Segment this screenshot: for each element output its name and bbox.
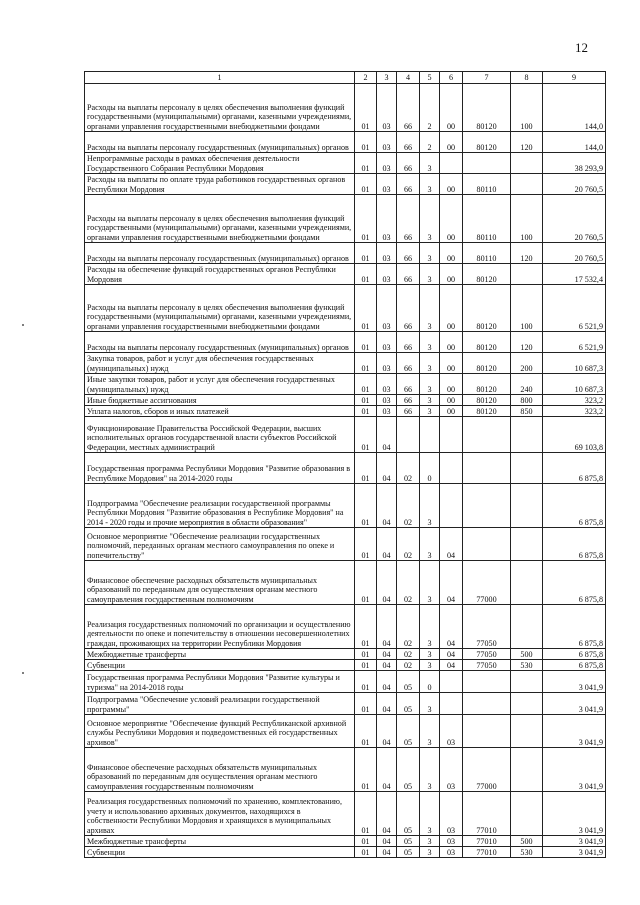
table-row — [85, 484, 606, 528]
table-row — [85, 243, 606, 264]
amount-cell: 6 875,8 — [543, 605, 606, 649]
table-row — [85, 264, 606, 285]
expense-name-cell: Расходы на выплаты персоналу государственных (муниципальных) органов — [85, 243, 355, 264]
amount-cell: 6 875,8 — [543, 528, 606, 561]
expense-type-code-cell — [511, 484, 543, 528]
event-code-cell: 00 — [440, 332, 463, 353]
event-code-cell: 00 — [440, 195, 463, 243]
subprogram-code-cell: 3 — [420, 484, 440, 528]
section-code-cell: 01 — [355, 174, 377, 195]
expense-name-cell: Иные бюджетные ассигнования — [85, 395, 355, 406]
column-header: 7 — [463, 72, 511, 84]
subprogram-code-cell: 3 — [420, 243, 440, 264]
section-code-cell: 01 — [355, 748, 377, 792]
program-code-cell: 02 — [397, 561, 420, 605]
expense-type-code-cell — [511, 174, 543, 195]
subsection-code-cell: 03 — [377, 153, 397, 174]
expense-name-cell: Межбюджетные трансферты — [85, 836, 355, 847]
program-code-cell: 05 — [397, 748, 420, 792]
section-code-cell: 01 — [355, 374, 377, 395]
column-header: 8 — [511, 72, 543, 84]
table-row — [85, 153, 606, 174]
subprogram-code-cell: 3 — [420, 836, 440, 847]
amount-cell: 323,2 — [543, 395, 606, 406]
direction-code-cell: 80120 — [463, 406, 511, 417]
section-code-cell: 01 — [355, 792, 377, 836]
program-code-cell: 66 — [397, 332, 420, 353]
expense-type-code-cell: 100 — [511, 285, 543, 332]
section-code-cell: 01 — [355, 660, 377, 671]
amount-cell: 3 041,9 — [543, 693, 606, 715]
subsection-code-cell: 03 — [377, 395, 397, 406]
program-code-cell: 05 — [397, 715, 420, 748]
table-row — [85, 132, 606, 153]
scan-speck — [22, 672, 24, 674]
event-code-cell — [440, 484, 463, 528]
program-code-cell: 66 — [397, 264, 420, 285]
section-code-cell: 01 — [355, 153, 377, 174]
expense-name-cell: Функционирование Правительства Российской Федерации, высших исполнительных органов государственной власти субъектов Российской Федерации, местных администраций — [85, 417, 355, 453]
table-row — [85, 453, 606, 484]
subprogram-code-cell: 3 — [420, 264, 440, 285]
subprogram-code-cell: 2 — [420, 84, 440, 132]
expense-type-code-cell — [511, 671, 543, 693]
direction-code-cell: 77050 — [463, 605, 511, 649]
table-row — [85, 195, 606, 243]
amount-cell: 6 875,8 — [543, 660, 606, 671]
expense-name-cell: Реализация государственных полномочий по хранению, комплектованию, учету и использованию архивных документов, находящихся в собственности Республики Мордовия и хранящихся в муниципальных архивах — [85, 792, 355, 836]
amount-cell: 20 760,5 — [543, 243, 606, 264]
amount-cell: 6 875,8 — [543, 484, 606, 528]
expense-name-cell: Финансовое обеспечение расходных обязательств муниципальных образований по переданным для осуществления органам местного самоуправления государственным полномочиям — [85, 561, 355, 605]
direction-code-cell — [463, 693, 511, 715]
program-code-cell: 66 — [397, 406, 420, 417]
subsection-code-cell: 04 — [377, 528, 397, 561]
section-code-cell: 01 — [355, 484, 377, 528]
expense-type-code-cell — [511, 748, 543, 792]
subprogram-code-cell: 3 — [420, 561, 440, 605]
subsection-code-cell: 03 — [377, 353, 397, 374]
expense-type-code-cell: 530 — [511, 660, 543, 671]
direction-code-cell: 80120 — [463, 374, 511, 395]
amount-cell: 6 875,8 — [543, 453, 606, 484]
event-code-cell: 03 — [440, 715, 463, 748]
section-code-cell: 01 — [355, 353, 377, 374]
table-row — [85, 406, 606, 417]
event-code-cell: 00 — [440, 285, 463, 332]
event-code-cell: 03 — [440, 847, 463, 858]
expense-type-code-cell: 240 — [511, 374, 543, 395]
table-row — [85, 671, 606, 693]
column-header: 9 — [543, 72, 606, 84]
section-code-cell: 01 — [355, 243, 377, 264]
direction-code-cell: 80120 — [463, 84, 511, 132]
expense-name-cell: Основное мероприятие "Обеспечение реализации государственных полномочий, переданных органам местного самоуправления по опеке и попечительству" — [85, 528, 355, 561]
amount-cell: 3 041,9 — [543, 748, 606, 792]
column-header: 6 — [440, 72, 463, 84]
section-code-cell: 01 — [355, 693, 377, 715]
program-code-cell: 02 — [397, 649, 420, 660]
subprogram-code-cell: 3 — [420, 792, 440, 836]
table-row — [85, 660, 606, 671]
subprogram-code-cell: 3 — [420, 660, 440, 671]
program-code-cell: 66 — [397, 243, 420, 264]
expense-name-cell: Государственная программа Республики Мордовия "Развитие культуры и туризма" на 2014-2018 годы — [85, 671, 355, 693]
direction-code-cell: 80120 — [463, 285, 511, 332]
expense-name-cell: Реализация государственных полномочий по организации и осуществлению деятельности по опеке и попечительству в отношении несовершеннолетних граждан, проживающих на территории Республики Мордовия — [85, 605, 355, 649]
expense-type-code-cell — [511, 561, 543, 605]
direction-code-cell: 77050 — [463, 660, 511, 671]
expense-type-code-cell: 850 — [511, 406, 543, 417]
program-code-cell: 66 — [397, 132, 420, 153]
section-code-cell: 01 — [355, 264, 377, 285]
event-code-cell: 00 — [440, 395, 463, 406]
event-code-cell: 04 — [440, 561, 463, 605]
event-code-cell — [440, 671, 463, 693]
subprogram-code-cell: 3 — [420, 395, 440, 406]
table-row — [85, 374, 606, 395]
event-code-cell: 00 — [440, 406, 463, 417]
event-code-cell: 03 — [440, 748, 463, 792]
table-row — [85, 417, 606, 453]
budget-table — [84, 71, 606, 858]
subprogram-code-cell: 3 — [420, 353, 440, 374]
subsection-code-cell: 04 — [377, 671, 397, 693]
section-code-cell: 01 — [355, 671, 377, 693]
subprogram-code-cell: 3 — [420, 649, 440, 660]
amount-cell: 323,2 — [543, 406, 606, 417]
section-code-cell: 01 — [355, 836, 377, 847]
expense-type-code-cell — [511, 153, 543, 174]
event-code-cell: 00 — [440, 264, 463, 285]
subprogram-code-cell: 3 — [420, 605, 440, 649]
amount-cell: 6 521,9 — [543, 285, 606, 332]
expense-name-cell: Расходы на обеспечение функций государственных органов Республики Мордовия — [85, 264, 355, 285]
expense-type-code-cell — [511, 715, 543, 748]
event-code-cell: 00 — [440, 174, 463, 195]
subprogram-code-cell: 3 — [420, 847, 440, 858]
subprogram-code-cell — [420, 417, 440, 453]
amount-cell: 20 760,5 — [543, 195, 606, 243]
program-code-cell: 66 — [397, 174, 420, 195]
subprogram-code-cell: 0 — [420, 671, 440, 693]
expense-name-cell: Непрограммные расходы в рамках обеспечения деятельности Государственного Собрания Республики Мордовия — [85, 153, 355, 174]
subprogram-code-cell: 3 — [420, 174, 440, 195]
expense-type-code-cell — [511, 792, 543, 836]
subsection-code-cell: 03 — [377, 132, 397, 153]
subsection-code-cell: 04 — [377, 748, 397, 792]
expense-type-code-cell: 100 — [511, 195, 543, 243]
section-code-cell: 01 — [355, 195, 377, 243]
direction-code-cell — [463, 453, 511, 484]
amount-cell: 6 521,9 — [543, 332, 606, 353]
subsection-code-cell: 04 — [377, 847, 397, 858]
subprogram-code-cell: 3 — [420, 195, 440, 243]
expense-name-cell: Иные закупки товаров, работ и услуг для обеспечения государственных (муниципальных) нужд — [85, 374, 355, 395]
program-code-cell: 05 — [397, 792, 420, 836]
table-row — [85, 649, 606, 660]
direction-code-cell: 80120 — [463, 395, 511, 406]
event-code-cell — [440, 693, 463, 715]
subsection-code-cell: 03 — [377, 406, 397, 417]
section-code-cell: 01 — [355, 84, 377, 132]
program-code-cell: 66 — [397, 374, 420, 395]
expense-type-code-cell — [511, 528, 543, 561]
expense-name-cell: Закупка товаров, работ и услуг для обеспечения государственных (муниципальных) нужд — [85, 353, 355, 374]
expense-type-code-cell: 800 — [511, 395, 543, 406]
direction-code-cell: 80120 — [463, 353, 511, 374]
expense-name-cell: Субвенции — [85, 847, 355, 858]
page-number: 12 — [575, 40, 588, 55]
expense-name-cell: Расходы на выплаты персоналу государственных (муниципальных) органов — [85, 132, 355, 153]
event-code-cell: 00 — [440, 353, 463, 374]
amount-cell: 10 687,3 — [543, 374, 606, 395]
expense-name-cell: Расходы на выплаты персоналу в целях обеспечения выполнения функций государственными (муниципальными) органами, казенными учреждениями, органами управления государственными внебюджетными фондами — [85, 195, 355, 243]
table-row — [85, 748, 606, 792]
expense-type-code-cell — [511, 264, 543, 285]
amount-cell: 3 041,9 — [543, 671, 606, 693]
subsection-code-cell: 04 — [377, 693, 397, 715]
expense-type-code-cell — [511, 693, 543, 715]
expense-type-code-cell: 120 — [511, 132, 543, 153]
direction-code-cell: 80110 — [463, 195, 511, 243]
expense-name-cell: Расходы на выплаты персоналу в целях обеспечения выполнения функций государственными (муниципальными) органами, казенными учреждениями, органами управления государственными внебюджетными фондами — [85, 84, 355, 132]
event-code-cell — [440, 417, 463, 453]
section-code-cell: 01 — [355, 605, 377, 649]
column-header: 4 — [397, 72, 420, 84]
direction-code-cell: 80120 — [463, 132, 511, 153]
subsection-code-cell: 04 — [377, 649, 397, 660]
section-code-cell: 01 — [355, 715, 377, 748]
direction-code-cell — [463, 671, 511, 693]
expense-name-cell: Финансовое обеспечение расходных обязательств муниципальных образований по переданным для осуществления органам местного самоуправления государственным полномочиям — [85, 748, 355, 792]
direction-code-cell: 77010 — [463, 847, 511, 858]
subprogram-code-cell: 3 — [420, 153, 440, 174]
program-code-cell — [397, 417, 420, 453]
expense-type-code-cell: 120 — [511, 332, 543, 353]
section-code-cell: 01 — [355, 561, 377, 605]
subsection-code-cell: 04 — [377, 484, 397, 528]
amount-cell: 6 875,8 — [543, 561, 606, 605]
event-code-cell — [440, 453, 463, 484]
subprogram-code-cell: 3 — [420, 406, 440, 417]
subprogram-code-cell: 3 — [420, 748, 440, 792]
table-header-row — [85, 72, 606, 84]
table-row — [85, 84, 606, 132]
section-code-cell: 01 — [355, 847, 377, 858]
direction-code-cell — [463, 528, 511, 561]
expense-name-cell: Уплата налогов, сборов и иных платежей — [85, 406, 355, 417]
expense-name-cell: Подпрограмма "Обеспечение реализации государственной программы Республики Мордовия "Развитие образования в Республике Мордовия" на 2014 - 2020 годы и прочие мероприятия в области образования" — [85, 484, 355, 528]
expense-name-cell: Подпрограмма "Обеспечение условий реализации государственной программы" — [85, 693, 355, 715]
subsection-code-cell: 04 — [377, 605, 397, 649]
program-code-cell: 66 — [397, 195, 420, 243]
scan-speck — [22, 324, 24, 326]
subsection-code-cell: 04 — [377, 561, 397, 605]
column-header: 2 — [355, 72, 377, 84]
program-code-cell: 02 — [397, 453, 420, 484]
direction-code-cell — [463, 417, 511, 453]
expense-name-cell: Расходы на выплаты по оплате труда работников государственных органов Республики Мордовия — [85, 174, 355, 195]
event-code-cell: 00 — [440, 84, 463, 132]
direction-code-cell — [463, 484, 511, 528]
subsection-code-cell: 04 — [377, 836, 397, 847]
subsection-code-cell: 03 — [377, 285, 397, 332]
expense-name-cell: Расходы на выплаты персоналу в целях обеспечения выполнения функций государственными (муниципальными) органами, казенными учреждениями, органами управления государственными внебюджетными фондами — [85, 285, 355, 332]
table-row — [85, 715, 606, 748]
event-code-cell: 03 — [440, 836, 463, 847]
expense-name-cell: Субвенции — [85, 660, 355, 671]
expense-type-code-cell — [511, 453, 543, 484]
direction-code-cell: 80120 — [463, 264, 511, 285]
event-code-cell: 00 — [440, 374, 463, 395]
section-code-cell: 01 — [355, 453, 377, 484]
expense-type-code-cell — [511, 417, 543, 453]
direction-code-cell: 77000 — [463, 748, 511, 792]
subprogram-code-cell: 3 — [420, 528, 440, 561]
subsection-code-cell: 04 — [377, 417, 397, 453]
subsection-code-cell: 03 — [377, 264, 397, 285]
expense-name-cell: Основное мероприятие "Обеспечение функций Республиканской архивной службы Республики Мордовия и подведомственных ей государственных архивов" — [85, 715, 355, 748]
program-code-cell: 02 — [397, 528, 420, 561]
event-code-cell: 04 — [440, 528, 463, 561]
subsection-code-cell: 04 — [377, 660, 397, 671]
expense-type-code-cell: 530 — [511, 847, 543, 858]
column-header: 1 — [85, 72, 355, 84]
subsection-code-cell: 03 — [377, 332, 397, 353]
expense-type-code-cell: 500 — [511, 836, 543, 847]
table-row — [85, 561, 606, 605]
expense-name-cell: Государственная программа Республики Мордовия "Развитие образования в Республике Мордовия" на 2014-2020 годы — [85, 453, 355, 484]
subsection-code-cell: 03 — [377, 174, 397, 195]
table-row — [85, 353, 606, 374]
direction-code-cell: 80120 — [463, 332, 511, 353]
section-code-cell: 01 — [355, 332, 377, 353]
program-code-cell: 02 — [397, 660, 420, 671]
event-code-cell: 03 — [440, 792, 463, 836]
amount-cell: 17 532,4 — [543, 264, 606, 285]
subsection-code-cell: 04 — [377, 715, 397, 748]
amount-cell: 69 103,8 — [543, 417, 606, 453]
event-code-cell: 04 — [440, 605, 463, 649]
event-code-cell: 04 — [440, 660, 463, 671]
direction-code-cell: 80110 — [463, 243, 511, 264]
event-code-cell: 04 — [440, 649, 463, 660]
subprogram-code-cell: 0 — [420, 453, 440, 484]
direction-code-cell: 77010 — [463, 836, 511, 847]
amount-cell: 3 041,9 — [543, 792, 606, 836]
amount-cell: 38 293,9 — [543, 153, 606, 174]
program-code-cell: 05 — [397, 836, 420, 847]
amount-cell: 3 041,9 — [543, 715, 606, 748]
event-code-cell — [440, 153, 463, 174]
program-code-cell: 05 — [397, 671, 420, 693]
table-row — [85, 285, 606, 332]
direction-code-cell: 77050 — [463, 649, 511, 660]
program-code-cell: 66 — [397, 153, 420, 174]
subsection-code-cell: 04 — [377, 792, 397, 836]
program-code-cell: 66 — [397, 353, 420, 374]
subsection-code-cell: 03 — [377, 243, 397, 264]
amount-cell: 20 760,5 — [543, 174, 606, 195]
table-row — [85, 792, 606, 836]
amount-cell: 144,0 — [543, 84, 606, 132]
table-row — [85, 836, 606, 847]
program-code-cell: 66 — [397, 285, 420, 332]
section-code-cell: 01 — [355, 528, 377, 561]
program-code-cell: 02 — [397, 605, 420, 649]
direction-code-cell: 77000 — [463, 561, 511, 605]
program-code-cell: 02 — [397, 484, 420, 528]
table-row — [85, 528, 606, 561]
column-header: 5 — [420, 72, 440, 84]
subprogram-code-cell: 3 — [420, 693, 440, 715]
expense-type-code-cell: 500 — [511, 649, 543, 660]
amount-cell: 6 875,8 — [543, 649, 606, 660]
expense-name-cell: Расходы на выплаты персоналу государственных (муниципальных) органов — [85, 332, 355, 353]
direction-code-cell — [463, 153, 511, 174]
expense-type-code-cell: 120 — [511, 243, 543, 264]
subprogram-code-cell: 2 — [420, 132, 440, 153]
expense-type-code-cell: 100 — [511, 84, 543, 132]
section-code-cell: 01 — [355, 285, 377, 332]
subprogram-code-cell: 3 — [420, 374, 440, 395]
table-row — [85, 693, 606, 715]
subsection-code-cell: 04 — [377, 453, 397, 484]
subprogram-code-cell: 3 — [420, 332, 440, 353]
table-row — [85, 174, 606, 195]
column-header: 3 — [377, 72, 397, 84]
table-row — [85, 847, 606, 858]
program-code-cell: 66 — [397, 395, 420, 406]
program-code-cell: 05 — [397, 847, 420, 858]
section-code-cell: 01 — [355, 395, 377, 406]
table-row — [85, 605, 606, 649]
amount-cell: 10 687,3 — [543, 353, 606, 374]
amount-cell: 3 041,9 — [543, 847, 606, 858]
amount-cell: 3 041,9 — [543, 836, 606, 847]
expense-type-code-cell: 200 — [511, 353, 543, 374]
section-code-cell: 01 — [355, 649, 377, 660]
program-code-cell: 05 — [397, 693, 420, 715]
subsection-code-cell: 03 — [377, 195, 397, 243]
direction-code-cell: 77010 — [463, 792, 511, 836]
subprogram-code-cell: 3 — [420, 285, 440, 332]
expense-name-cell: Межбюджетные трансферты — [85, 649, 355, 660]
table-row — [85, 332, 606, 353]
table-row — [85, 395, 606, 406]
subsection-code-cell: 03 — [377, 84, 397, 132]
section-code-cell: 01 — [355, 406, 377, 417]
event-code-cell: 00 — [440, 132, 463, 153]
amount-cell: 144,0 — [543, 132, 606, 153]
expense-type-code-cell — [511, 605, 543, 649]
subsection-code-cell: 03 — [377, 374, 397, 395]
direction-code-cell: 80110 — [463, 174, 511, 195]
subprogram-code-cell: 3 — [420, 715, 440, 748]
section-code-cell: 01 — [355, 132, 377, 153]
program-code-cell: 66 — [397, 84, 420, 132]
section-code-cell: 01 — [355, 417, 377, 453]
direction-code-cell — [463, 715, 511, 748]
event-code-cell: 00 — [440, 243, 463, 264]
